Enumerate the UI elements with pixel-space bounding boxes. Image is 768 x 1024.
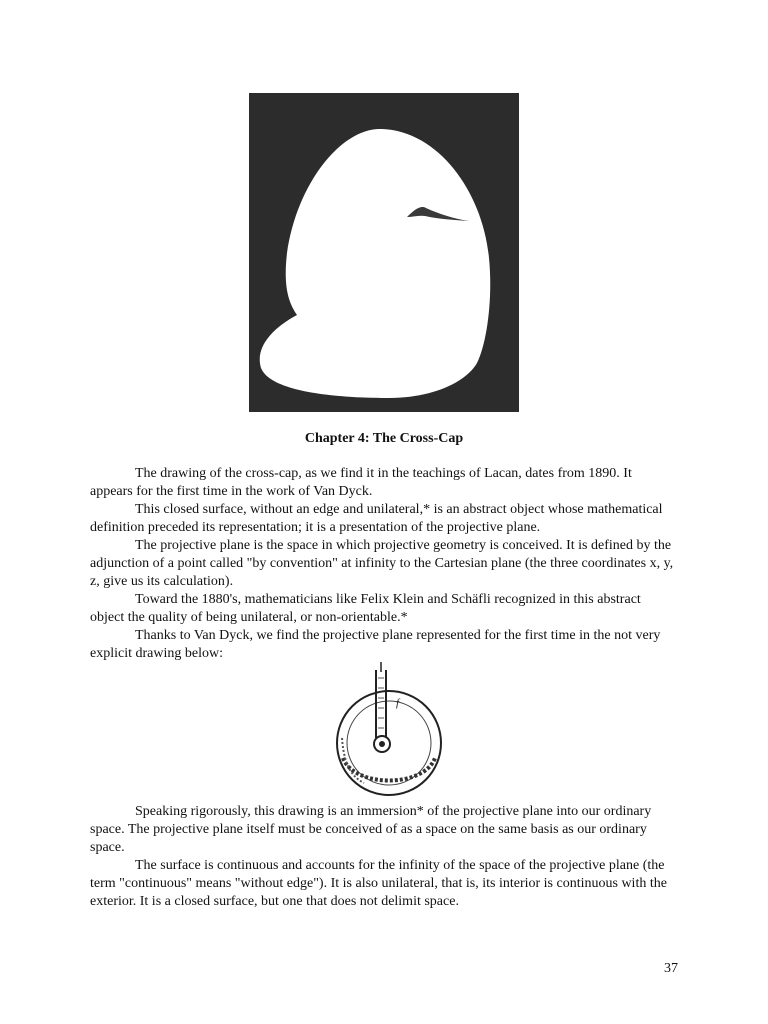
- paragraph: The projective plane is the space in which projective geometry is conceived. It is defined by the adjunction of a point called "by convention" at infinity to the Cartesian plane (the three coordinates x, y, z, give us its calculation).: [90, 538, 674, 589]
- cross-cap-photo-figure: [249, 93, 519, 412]
- paragraph: The drawing of the cross-cap, as we find it in the teachings of Lacan, dates from 1890. It appears for the first time in the work of Van Dyck.: [90, 466, 632, 499]
- body-text-lower: [90, 803, 678, 911]
- chapter-title: Chapter 4: The Cross-Cap: [304, 431, 464, 446]
- page-number: 37: [664, 961, 678, 976]
- paragraph: Thanks to Van Dyck, we find the projective plane represented for the first time in the not very explicit drawing below:: [90, 628, 661, 661]
- paragraph: Toward the 1880's, mathematicians like Felix Klein and Schäfli recognized in this abstract object the quality of being unilateral, or non-orientable.*: [90, 592, 641, 625]
- paragraph: This closed surface, without an edge and unilateral,* is an abstract object whose mathematical definition preceded its representation; it is a presentation of the projective plane.: [90, 502, 663, 535]
- stem-hatching: [378, 678, 384, 728]
- van-dyck-drawing-figure: [334, 658, 444, 803]
- paragraph: Speaking rigorously, this drawing is an immersion* of the projective plane into our ordinary space. The projective plane itself must be conceived of as a space on the same basis as our ordinary space.: [90, 804, 652, 855]
- body-text-upper: [90, 465, 678, 663]
- figure-label-f: f: [396, 697, 400, 709]
- paragraph: The surface is continuous and accounts for the infinity of the space of the projective plane (the term "continuous" means "without edge"). It is also unilateral, that is, its interior is continuous with the exterior. It is a closed surface, but one that does not delimit space.: [90, 858, 667, 909]
